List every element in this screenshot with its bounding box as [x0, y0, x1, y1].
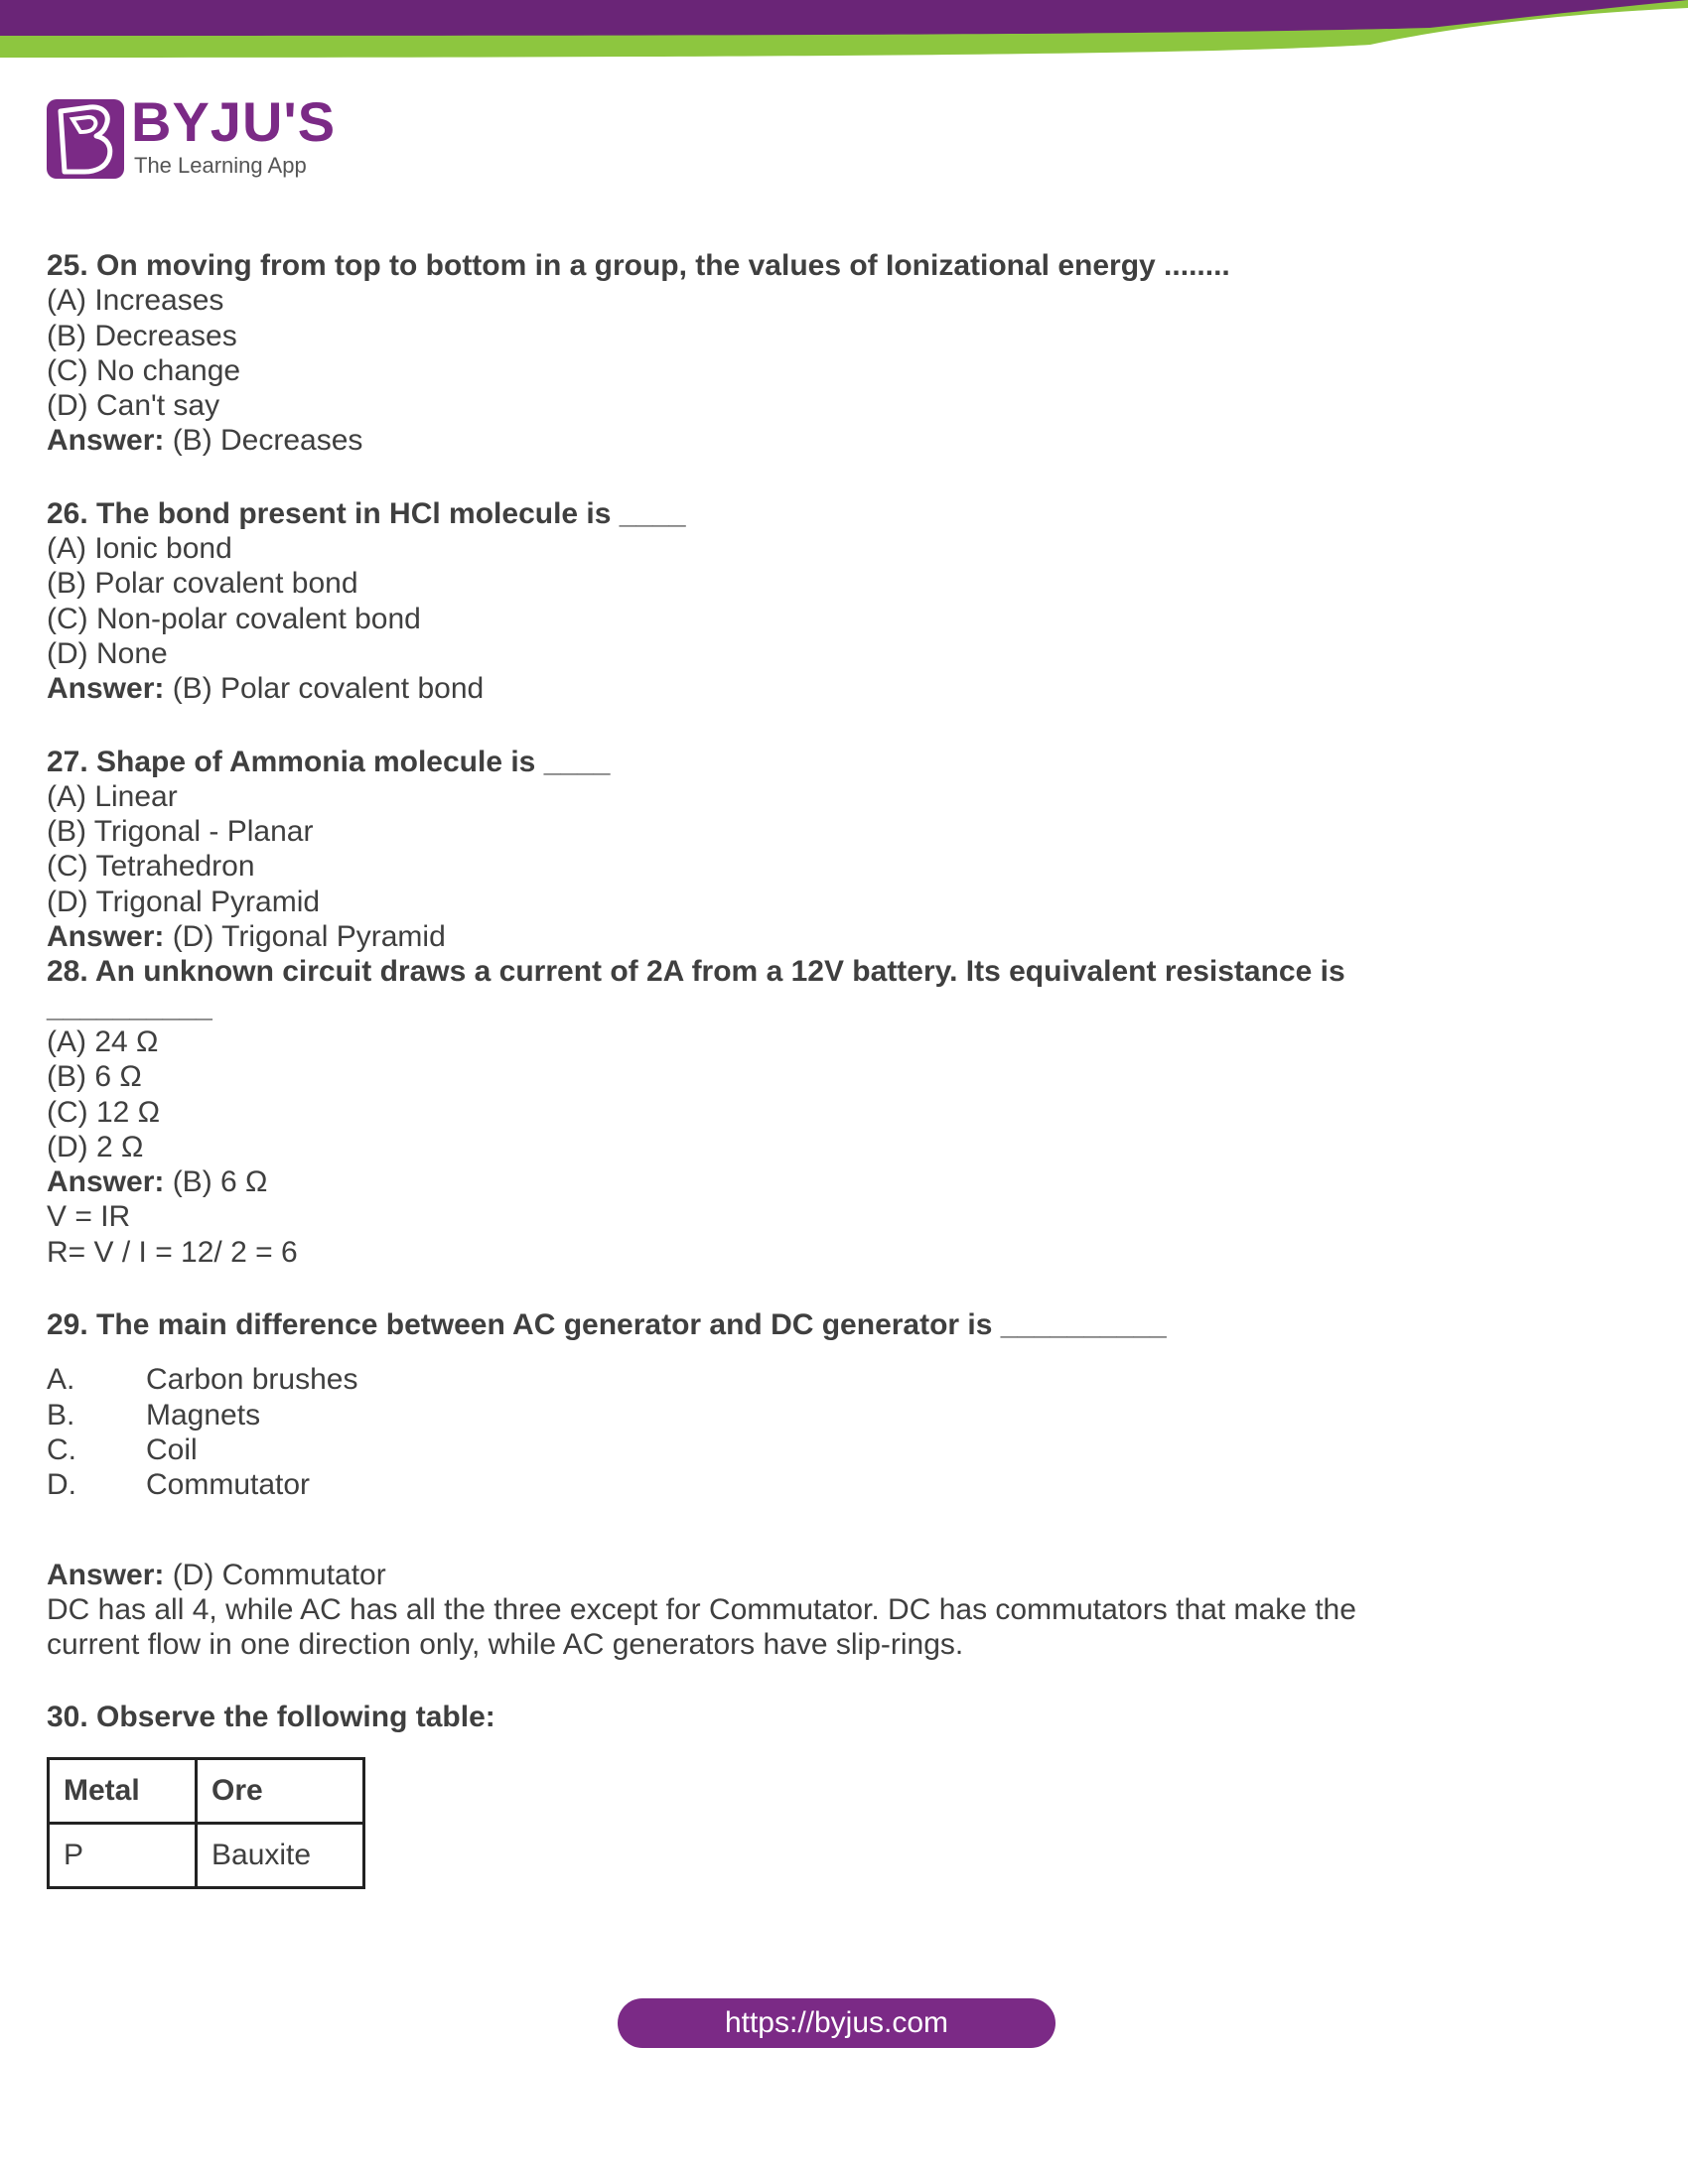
question-29	[47, 1307, 1397, 1662]
option: (D) Can't say	[47, 389, 220, 423]
question-title: 25. On moving from top to bottom in a group, the values of Ionizational energy ........	[47, 249, 1230, 282]
option: (C) No change	[47, 353, 241, 387]
answer-value: (B) Decreases	[164, 424, 363, 458]
option: (C) 12 Ω	[47, 1095, 161, 1129]
explanation: DC has all 4, while AC has all the three except for Commutator. DC has commutators that make the current flow in one direction only, while AC generators have slip-rings.	[47, 1592, 1356, 1662]
question-26	[47, 496, 1397, 707]
table-header-row	[49, 1758, 364, 1823]
header-band	[0, 0, 1688, 69]
table-header-cell: Ore	[197, 1758, 364, 1823]
byjus-logo	[47, 90, 345, 183]
table-cell: Bauxite	[197, 1823, 364, 1887]
option	[47, 1398, 1397, 1433]
answer-line	[47, 1164, 1397, 1199]
option: (C) Tetrahedron	[47, 850, 255, 884]
option	[47, 1467, 1397, 1502]
option-letter: A.	[47, 1363, 75, 1397]
option-letter: C.	[47, 1433, 76, 1466]
footer-url-link[interactable]: https://byjus.com	[618, 1998, 1055, 2048]
option-text: Coil	[146, 1433, 198, 1466]
option: (D) None	[47, 636, 168, 670]
option: (D) 2 Ω	[47, 1130, 144, 1163]
explanation-line: V = IR	[47, 1200, 131, 1234]
answer-line	[47, 919, 1397, 954]
question-title: 27. Shape of Ammonia molecule is ____	[47, 745, 611, 778]
option-text: Magnets	[146, 1398, 261, 1432]
question-title: 28. An unknown circuit draws a current of 2A from a 12V battery. Its equivalent resistance is __________	[47, 955, 1345, 1024]
answer-line	[47, 423, 1397, 458]
option: (C) Non-polar covalent bond	[47, 602, 421, 635]
question-title: 26. The bond present in HCl molecule is ____	[47, 496, 686, 530]
option-letter: D.	[47, 1468, 76, 1502]
question-title: 30. Observe the following table:	[47, 1701, 495, 1734]
option: (A) Ionic bond	[47, 532, 232, 566]
answer-label: Answer:	[47, 1165, 165, 1199]
option: (B) Polar covalent bond	[47, 567, 358, 601]
answer-line	[47, 671, 1397, 706]
answer-label: Answer:	[47, 672, 165, 706]
answer-line	[47, 1558, 1397, 1592]
option: (B) Trigonal - Planar	[47, 815, 314, 849]
answer-value: (D) Commutator	[164, 1558, 386, 1591]
option: (A) 24 Ω	[47, 1024, 159, 1058]
option	[47, 1433, 1397, 1467]
table-header-cell: Metal	[49, 1758, 197, 1823]
option: (A) Increases	[47, 284, 224, 318]
answer-label: Answer:	[47, 424, 165, 458]
question-title: 29. The main difference between AC generator and DC generator is __________	[47, 1308, 1167, 1342]
table-cell: P	[49, 1823, 197, 1887]
question-28	[47, 954, 1397, 1270]
table-row	[49, 1823, 364, 1887]
option: (B) 6 Ω	[47, 1060, 142, 1094]
answer-value: (B) Polar covalent bond	[164, 672, 485, 706]
question-27	[47, 745, 1397, 955]
option-text: Commutator	[146, 1468, 311, 1502]
brand-tagline: The Learning App	[134, 153, 307, 178]
metal-ore-table	[47, 1757, 365, 1889]
explanation-line: R= V / I = 12/ 2 = 6	[47, 1235, 298, 1269]
logo-mark-icon	[47, 99, 124, 179]
answer-value: (D) Trigonal Pyramid	[164, 920, 446, 954]
option: (A) Linear	[47, 779, 178, 813]
answer-value: (B) 6 Ω	[164, 1165, 268, 1199]
question-30	[47, 1700, 1397, 1888]
question-25	[47, 248, 1397, 459]
option	[47, 1362, 1397, 1397]
option: (D) Trigonal Pyramid	[47, 885, 321, 918]
answer-label: Answer:	[47, 1558, 165, 1591]
option-letter: B.	[47, 1398, 75, 1432]
question-list	[47, 248, 1397, 1889]
option: (B) Decreases	[47, 319, 237, 352]
answer-label: Answer:	[47, 920, 165, 954]
brand-name: BYJU'S	[131, 90, 337, 153]
option-text: Carbon brushes	[146, 1363, 358, 1397]
